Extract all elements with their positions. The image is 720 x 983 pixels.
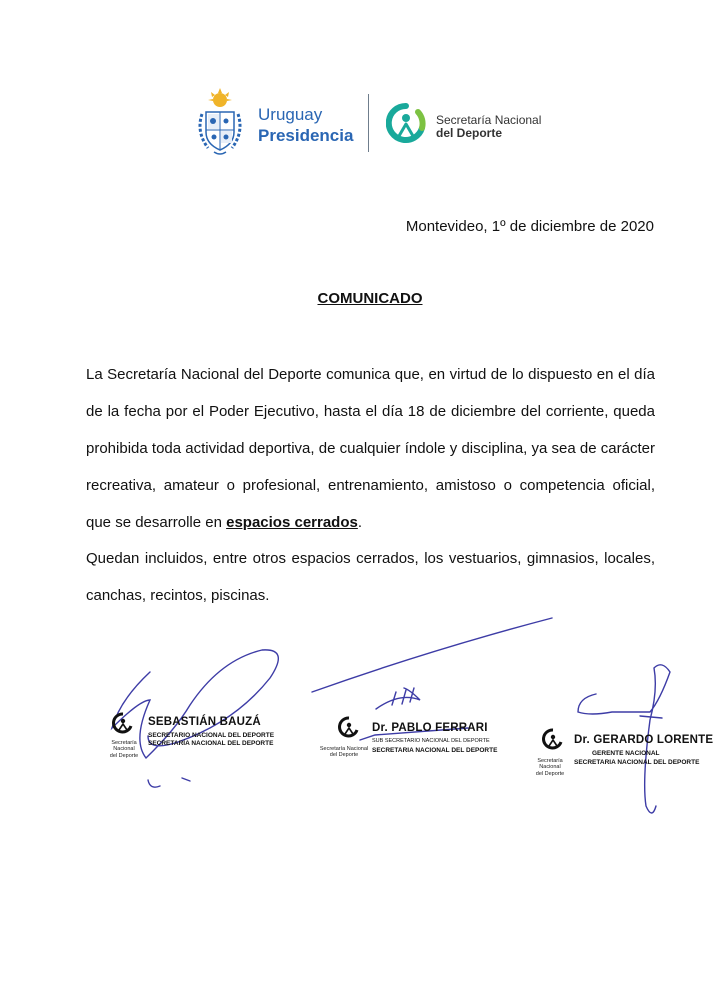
signatory-bauza [102, 712, 275, 762]
agency-line2: del Deporte [436, 125, 503, 140]
secretaria-deporte-logo-icon [386, 102, 426, 146]
signatory-office: SECRETARIA NACIONAL DEL DEPORTE [574, 759, 700, 766]
secretaria-deporte-wordmark [436, 114, 541, 139]
stamp-institution-line1: Secretaría Nacional [319, 746, 369, 752]
paragraph-announcement [86, 356, 655, 541]
stamp-institution-line2: del Deporte [109, 752, 139, 759]
signatory-ferrari [312, 716, 498, 764]
letterhead [194, 88, 554, 160]
signatory-name: Dr. PABLO FERRARI [372, 722, 488, 734]
closed-spaces-emphasis: espacios cerrados [226, 514, 358, 531]
signatory-office: SECRETARÍA NACIONAL DEL DEPORTE [148, 740, 274, 747]
signatory-role: SUB SECRETARIO NACIONAL DEL DEPORTE [372, 738, 490, 744]
gov-line1: Uruguay [258, 105, 323, 124]
uruguay-coat-of-arms-icon [194, 88, 246, 158]
stamp-institution-line2: del Deporte [329, 752, 359, 759]
signatory-name: SEBASTIÁN BAUZÁ [148, 716, 261, 728]
uruguay-presidencia-wordmark [258, 106, 353, 144]
signatory-office: SECRETARIA NACIONAL DEL DEPORTE [372, 747, 498, 754]
logo-divider [368, 94, 369, 152]
signatory-name: Dr. GERARDO LORENTE [574, 734, 714, 746]
gov-line2: Presidencia [258, 126, 354, 145]
signatory-role: GERENTE NACIONAL [592, 750, 660, 757]
secretaria-deporte-stamp-icon [338, 716, 360, 740]
secretaria-deporte-stamp-icon [112, 712, 134, 736]
stamp-institution-line1: Secretaría Nacional [111, 740, 137, 753]
document-date: Montevideo, 1º de diciembre de 2020 [405, 218, 654, 235]
agency-line1: Secretaría Nacional [436, 113, 542, 127]
document-title: COMUNICADO [317, 290, 423, 307]
signatory-role: SECRETARIO NACIONAL DEL DEPORTE [148, 732, 275, 739]
paragraph-included-spaces: Quedan incluidos, entre otros espacios cerrados, los vestuarios, gimnasios, locales, canchas, recintos, piscinas. [86, 550, 655, 604]
signatory-lorente [526, 728, 714, 777]
paragraph-1-end: . [357, 514, 363, 531]
stamp-institution-line1: Secretaría Nacional [537, 758, 563, 771]
signature-ferrari [312, 618, 552, 692]
secretaria-deporte-stamp-icon [542, 728, 564, 752]
paragraph-1-text: La Secretaría Nacional del Deporte comunica que, en virtud de lo dispuesto en el día de la fecha por el Poder Ejecutivo, hasta el día 18 de diciembre del corriente, queda prohibida toda actividad deportiva, de cualquier índole y disciplina, ya sea de carácter recreativa, amateur o profesional, entrenamiento, amistoso o competencia oficial, que se desarrolle en [86, 366, 655, 531]
stamp-institution-line2: del Deporte [535, 770, 565, 777]
